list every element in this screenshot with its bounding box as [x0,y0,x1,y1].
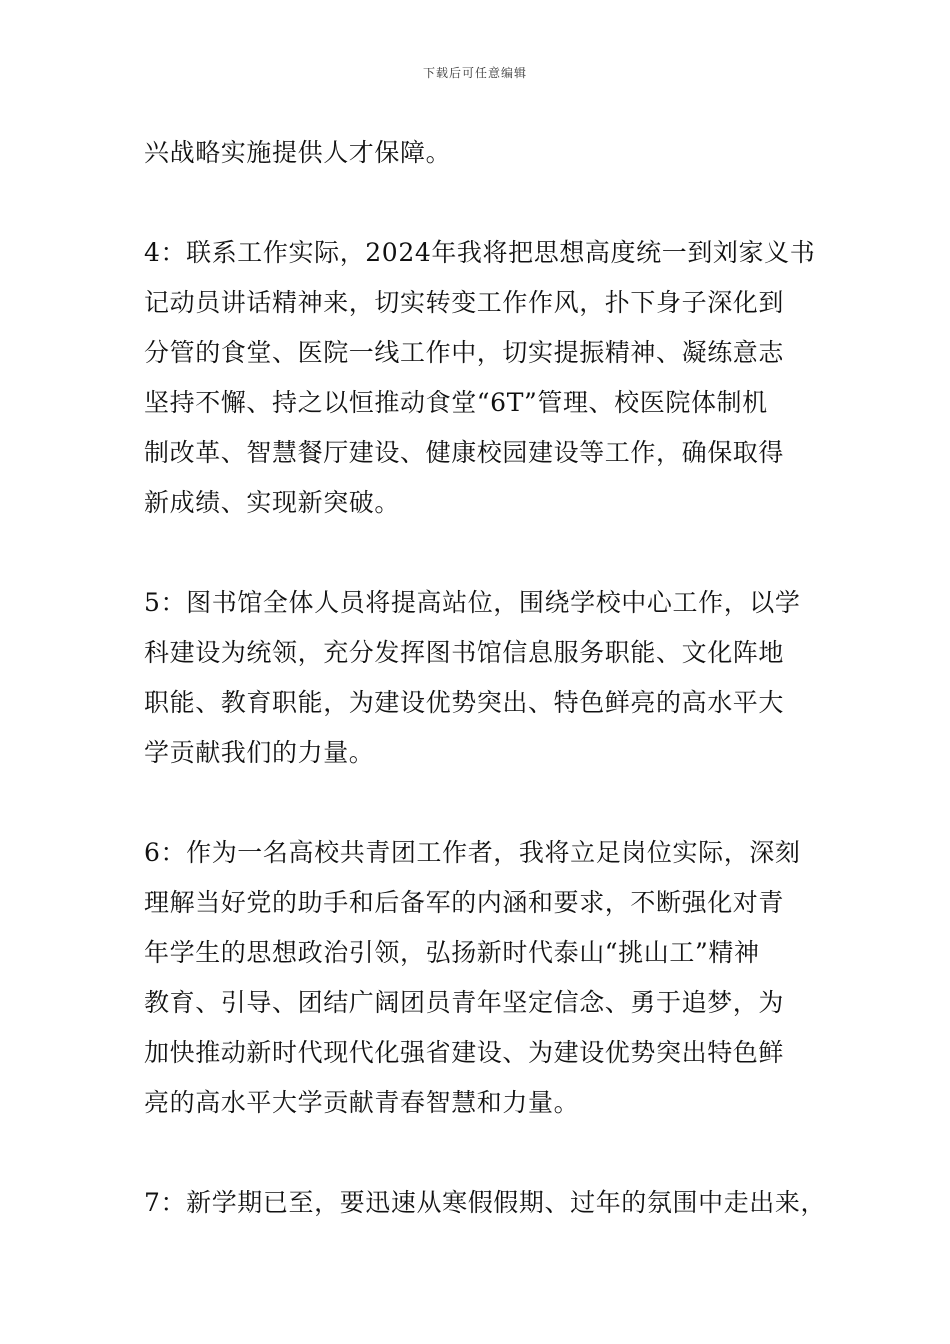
text-line: 职能、教育职能，为建设优势突出、特色鲜亮的高水平大 [144,688,785,717]
page-header-note: 下载后可任意编辑 [422,66,527,80]
text-line: 理解当好党的助手和后备军的内涵和要求，不断强化对青 [144,888,785,917]
paragraph-item-4 [144,228,824,528]
text-line: 制改革、智慧餐厅建设、健康校园建设等工作，确保取得 [144,438,785,467]
paragraph-item-5 [144,578,824,778]
text-line: 教育、引导、团结广阔团员青年坚定信念、勇于追梦，为 [144,988,785,1017]
text-line: 坚持不懈、持之以恒推动食堂“6T”管理、校医院体制机 [144,388,768,417]
text-line: 亮的高水平大学贡献青春智慧和力量。 [144,1088,580,1117]
text-line: 新成绩、实现新突破。 [144,488,401,517]
text-line: 记动员讲话精神来，切实转变工作作风，扑下身子深化到 [144,288,785,317]
paragraph-item-7 [144,1178,827,1228]
text-line: 加快推动新时代现代化强省建设、为建设优势突出特色鲜 [144,1038,785,1067]
text-line: 7：新学期已至，要迅速从寒假假期、过年的氛围中走出来， [144,1188,827,1217]
text-line: 兴战略实施提供人才保障。 [144,138,452,167]
paragraph-continuation [144,128,824,178]
text-line: 年学生的思想政治引领，弘扬新时代泰山“挑山工”精神 [144,938,760,967]
text-line: 5：图书馆全体人员将提高站位，围绕学校中心工作，以学 [144,588,801,617]
text-line: 科建设为统领，充分发挥图书馆信息服务职能、文化阵地 [144,638,785,667]
paragraph-item-6 [144,828,824,1128]
text-line: 学贡献我们的力量。 [144,738,375,767]
document-body [144,128,827,1228]
text-line: 6：作为一名高校共青团工作者，我将立足岗位实际，深刻 [144,838,801,867]
text-line: 分管的食堂、医院一线工作中，切实提振精神、凝练意志 [144,338,785,367]
text-line: 4：联系工作实际，2024年我将把思想高度统一到刘家义书 [144,238,816,267]
